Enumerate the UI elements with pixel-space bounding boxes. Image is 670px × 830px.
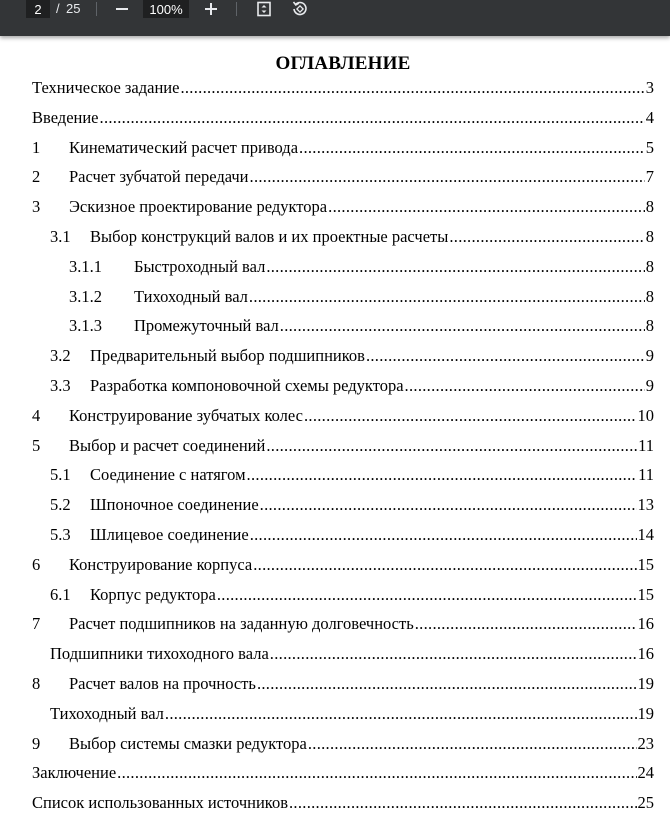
toc-entry[interactable] <box>50 642 654 664</box>
toc-entry-title: Выбор конструкций валов и их проектные расчеты <box>90 227 449 246</box>
dot-leader <box>250 525 637 545</box>
dot-leader <box>280 316 645 336</box>
toc-entry[interactable] <box>32 732 654 754</box>
toc-entry-number: 2 <box>32 167 41 187</box>
toc-entry[interactable] <box>50 493 654 515</box>
dot-leader <box>249 287 645 307</box>
dot-leader <box>289 793 637 813</box>
toc-entry-number: 5.2 <box>50 495 71 515</box>
toc-entry[interactable] <box>69 255 654 277</box>
toc-entry-title: Введение <box>32 107 99 127</box>
toc-entry-title: Предварительный выбор подшипников <box>90 346 365 366</box>
dot-leader <box>266 436 637 456</box>
toc-entry[interactable] <box>32 404 654 426</box>
toc-entry-number: 3.1.2 <box>69 286 102 306</box>
plus-icon <box>204 2 218 16</box>
toc-entry-page: 7 <box>645 167 654 187</box>
dot-leader <box>449 227 644 247</box>
toc-entry-title: Разработка компоновочной схемы редуктора <box>90 376 404 395</box>
toc-entry[interactable] <box>50 225 654 247</box>
toc-entry[interactable] <box>32 76 654 98</box>
zoom-out-button[interactable] <box>111 0 133 18</box>
toc-entry[interactable] <box>32 672 654 694</box>
toc-entry-number: 3.2 <box>50 346 71 366</box>
toc-entry[interactable] <box>32 106 654 128</box>
toc-entry-page: 11 <box>638 435 654 455</box>
page-number-input[interactable]: 2 <box>26 0 50 18</box>
dot-leader <box>165 704 637 724</box>
toc-entry-title: Техническое задание <box>32 78 180 97</box>
dot-leader <box>117 763 636 783</box>
toc-entry-title: Подшипники тихоходного вала <box>50 644 269 664</box>
toc-entry-number: 3.1 <box>50 227 71 246</box>
toc-entry-title: Корпус редуктора <box>90 584 216 604</box>
toc-entry[interactable] <box>32 791 654 813</box>
toc-entry-title: Конструирование корпуса <box>69 554 253 574</box>
dot-leader <box>415 614 637 634</box>
toc-entry-number: 1 <box>32 137 41 157</box>
dot-leader <box>180 78 644 98</box>
toc-entry-page: 16 <box>637 644 654 664</box>
toc-entry[interactable] <box>50 374 654 396</box>
zoom-in-button[interactable] <box>200 0 222 18</box>
toc-entry-title: Расчет валов на прочность <box>69 674 256 693</box>
dot-leader <box>250 167 645 187</box>
toc-entry[interactable] <box>69 314 654 336</box>
dot-leader <box>253 555 636 575</box>
toc-entry-page: 25 <box>637 793 654 813</box>
page-separator: / <box>56 1 60 16</box>
toc-entry-number: 5.1 <box>50 465 71 485</box>
toc-entry-page: 10 <box>637 405 654 425</box>
toc-entry-number: 9 <box>32 733 41 753</box>
toc-entry[interactable] <box>32 761 654 783</box>
pdf-toolbar <box>0 0 670 36</box>
dot-leader <box>270 644 637 664</box>
toc-entry-title: Расчет подшипников на заданную долговечность <box>69 614 414 634</box>
toc-entry-title: Кинематический расчет привода <box>69 137 299 157</box>
toc-entry[interactable] <box>50 702 654 724</box>
toc-entry-number: 3.3 <box>50 376 71 395</box>
toc-entry-title: Конструирование зубчатых колес <box>69 405 303 425</box>
toc-entry-number: 8 <box>32 674 41 693</box>
toc-entry-page: 3 <box>645 78 654 97</box>
toc-entry-page: 14 <box>637 525 654 544</box>
minus-icon <box>115 2 129 16</box>
toc-entry[interactable] <box>50 583 654 605</box>
toc-entry-page: 8 <box>645 316 654 336</box>
toc-entry-page: 24 <box>637 763 654 783</box>
toc-entry-number: 5 <box>32 435 41 455</box>
toc-entry-page: 19 <box>637 703 654 723</box>
toc-entry[interactable] <box>50 523 654 545</box>
toc-entry-title: Выбор и расчет соединений <box>69 435 266 455</box>
toolbar-divider <box>96 2 97 16</box>
toc-entry-title: Список использованных источников <box>32 793 288 813</box>
toc-entry-title: Быстроходный вал <box>134 256 266 276</box>
toc-entry-title: Промежуточный вал <box>134 316 279 336</box>
dot-leader <box>308 734 637 754</box>
dot-leader <box>366 346 645 366</box>
toc-entry[interactable] <box>32 434 654 456</box>
toc-entry-page: 15 <box>637 554 654 574</box>
toc-entry-number: 5.3 <box>50 525 71 544</box>
toc-entry-page: 23 <box>637 733 654 753</box>
toc-entry-number: 3 <box>32 197 41 217</box>
dot-leader <box>260 495 637 515</box>
toc-entry-page: 9 <box>645 376 654 395</box>
toolbar-divider <box>236 2 237 16</box>
toc-entry-page: 11 <box>638 465 654 485</box>
toc-entry-page: 16 <box>637 614 654 634</box>
dot-leader <box>405 376 645 396</box>
toc-entry-number: 6 <box>32 554 41 574</box>
toc-entry[interactable] <box>50 344 654 366</box>
toc-entry-title: Тихоходный вал <box>50 703 164 723</box>
dot-leader <box>257 674 637 694</box>
toc-entry-number: 3.1.3 <box>69 316 102 336</box>
rotate-icon <box>291 0 309 18</box>
toc-entry-page: 8 <box>645 227 654 246</box>
toc-entry-title: Заключение <box>32 763 117 783</box>
rotate-button[interactable] <box>289 0 311 18</box>
toc-entry[interactable] <box>32 553 654 575</box>
page-title: ОГЛАВЛЕНИЕ <box>275 53 411 74</box>
toc-entry[interactable] <box>69 285 654 307</box>
fit-page-button[interactable] <box>253 0 275 18</box>
toc-entry[interactable] <box>32 136 654 158</box>
dot-leader <box>247 465 638 485</box>
toc-entry-number: 6.1 <box>50 584 71 604</box>
toc-entry[interactable] <box>32 165 654 187</box>
toc-entry-title: Тихоходный вал <box>134 286 248 306</box>
toc-entry[interactable] <box>32 612 654 634</box>
toc-entry-title: Эскизное проектирование редуктора <box>69 197 328 217</box>
toc-entry-page: 5 <box>645 137 654 157</box>
toc-entry-page: 9 <box>645 346 654 366</box>
dot-leader <box>328 197 645 217</box>
toc-entry-number: 3.1.1 <box>69 256 102 276</box>
toc-entry-page: 15 <box>637 584 654 604</box>
toc-entry-page: 8 <box>645 197 654 217</box>
toc-entry-title: Соединение с натягом <box>90 465 246 485</box>
dot-leader <box>299 138 645 158</box>
toc-entry-title: Расчет зубчатой передачи <box>69 167 249 187</box>
dot-leader <box>217 585 637 605</box>
toc-entry-number: 4 <box>32 405 41 425</box>
dot-leader <box>304 406 637 426</box>
toc-entry-title: Шлицевое соединение <box>90 525 249 544</box>
toc-entry-page: 19 <box>637 674 654 693</box>
dot-leader <box>266 257 644 277</box>
fit-page-icon <box>256 1 272 17</box>
toc-entry-page: 4 <box>645 107 654 127</box>
document-page <box>0 36 670 830</box>
toc-entry-page: 8 <box>645 286 654 306</box>
toc-entry-page: 8 <box>645 256 654 276</box>
zoom-input[interactable]: 100% <box>143 0 189 18</box>
toc-entry-title: Выбор системы смазки редуктора <box>69 733 307 753</box>
toc-entry-title: Шпоночное соединение <box>90 495 259 515</box>
toc-entry-number: 7 <box>32 614 41 634</box>
toc-entry-page: 13 <box>637 495 654 515</box>
toc-entry[interactable] <box>32 195 654 217</box>
page-total: 25 <box>66 1 81 16</box>
dot-leader <box>100 108 645 128</box>
toc-entry[interactable] <box>50 463 654 485</box>
